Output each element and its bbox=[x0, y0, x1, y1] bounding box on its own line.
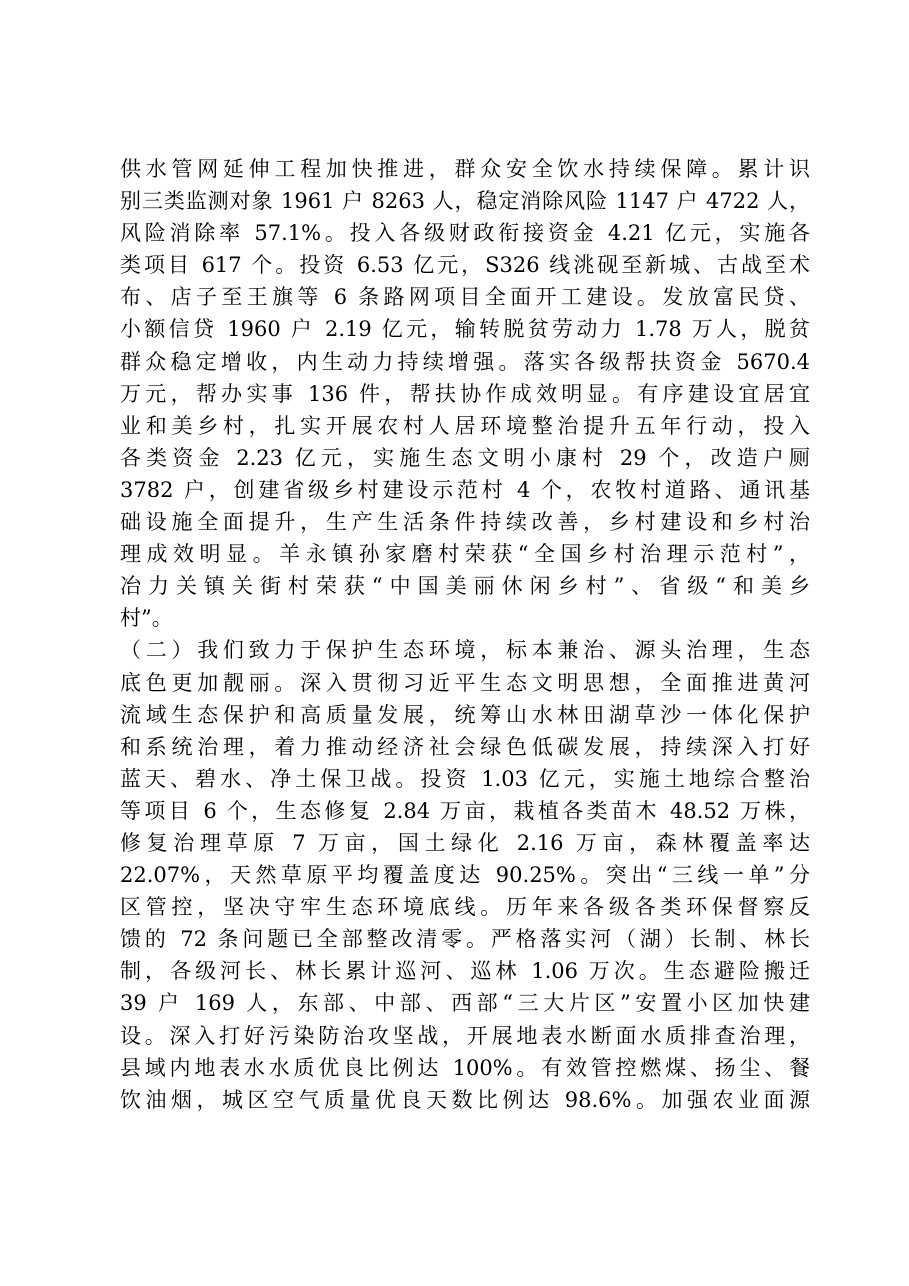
text-line: 类项目 617 个。投资 6.53 亿元，S326 线洮砚至新城、古战至术 bbox=[120, 253, 810, 278]
text-line: 修复治理草原 7 万亩，国土绿化 2.16 万亩，森林覆盖率达 bbox=[120, 830, 810, 855]
text-line: 流域生态保护和高质量发展，统筹山水林田湖草沙一体化保护 bbox=[120, 702, 810, 727]
text-line: 22.07%，天然草原平均覆盖度达 90.25%。突出“三线一单”分 bbox=[120, 863, 810, 888]
text-line: 等项目 6 个，生态修复 2.84 万亩，栽植各类苗木 48.52 万株， bbox=[120, 798, 810, 823]
text-line: 蓝天、碧水、净土保卫战。投资 1.03 亿元，实施土地综合整治 bbox=[120, 766, 810, 791]
text-line: 制，各级河长、林长累计巡河、巡林 1.06 万次。生态避险搬迁 bbox=[120, 959, 810, 984]
text-line: 础设施全面提升，生产生活条件持续改善，乡村建设和乡村治 bbox=[120, 510, 810, 535]
text-line: 业和美乡村，扎实开展农村人居环境整治提升五年行动，投入 bbox=[120, 413, 810, 438]
text-line: 馈的 72 条问题已全部整改清零。严格落实河（湖）长制、林长 bbox=[120, 927, 810, 952]
text-line: 饮油烟，城区空气质量优良天数比例达 98.6%。加强农业面源 bbox=[120, 1087, 810, 1112]
text-line: 群众稳定增收，内生动力持续增强。落实各级帮扶资金 5670.4 bbox=[120, 349, 810, 374]
text-line: 小额信贷 1960 户 2.19 亿元，输转脱贫劳动力 1.78 万人，脱贫 bbox=[120, 317, 810, 342]
text-line: 各类资金 2.23 亿元，实施生态文明小康村 29 个，改造户厕 bbox=[120, 445, 810, 470]
paragraph-end-line: 村”。 bbox=[120, 606, 173, 631]
section-heading-line: （二）我们致力于保护生态环境，标本兼治、源头治理，生态 bbox=[120, 638, 810, 663]
text-line: 县域内地表水水质优良比例达 100%。有效管控燃煤、扬尘、餐 bbox=[120, 1055, 810, 1080]
text-line: 3782 户，创建省级乡村建设示范村 4 个，农牧村道路、通讯基 bbox=[120, 477, 810, 502]
text-line: 冶力关镇关街村荣获“中国美丽休闲乡村”、省级“和美乡 bbox=[120, 574, 810, 599]
text-line: 别三类监测对象 1961 户 8263 人，稳定消除风险 1147 户 4722 人， bbox=[120, 189, 810, 214]
text-line: 设。深入打好污染防治攻坚战，开展地表水断面水质排查治理， bbox=[120, 1023, 810, 1048]
text-line: 布、店子至王旗等 6 条路网项目全面开工建设。发放富民贷、 bbox=[120, 285, 810, 310]
text-line: 和系统治理，着力推动经济社会绿色低碳发展，持续深入打好 bbox=[120, 734, 810, 759]
body-text bbox=[120, 153, 810, 1116]
text-line: 39 户 169 人，东部、中部、西部“三大片区”安置小区加快建 bbox=[120, 991, 810, 1016]
text-line: 万元，帮办实事 136 件，帮扶协作成效明显。有序建设宜居宜 bbox=[120, 381, 810, 406]
text-line: 底色更加靓丽。深入贯彻习近平生态文明思想，全面推进黄河 bbox=[120, 670, 810, 695]
text-line: 风险消除率 57.1%。投入各级财政衔接资金 4.21 亿元，实施各 bbox=[120, 221, 810, 246]
text-line: 理成效明显。羊永镇孙家磨村荣获“全国乡村治理示范村”， bbox=[120, 542, 810, 567]
text-line: 供水管网延伸工程加快推进，群众安全饮水持续保障。累计识 bbox=[120, 157, 810, 181]
text-line: 区管控，坚决守牢生态环境底线。历年来各级各类环保督察反 bbox=[120, 895, 810, 920]
